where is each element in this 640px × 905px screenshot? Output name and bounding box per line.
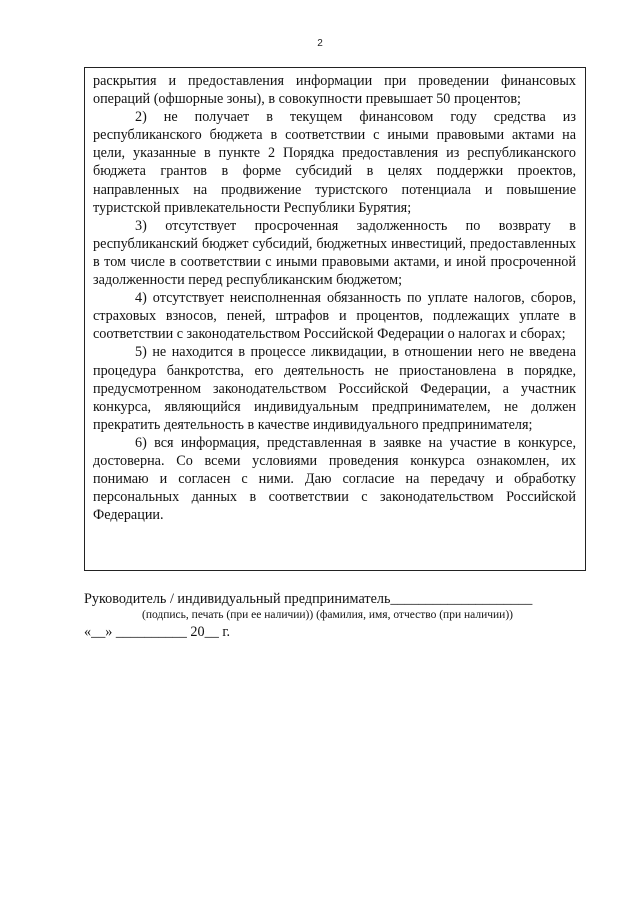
paragraph-item-2: 2) не получает в текущем финансовом году средства из республиканского бюджета в соответствии с иными правовыми актами на цели, указанные в пункте 2 Порядка предоставления из республиканского бюджета грантов в форме субсидий в целях поддержки проектов, направленных на продвижение туристского потенциала и повышение туристской привлекательности Республики Бурятия; bbox=[93, 109, 576, 216]
conditions-box bbox=[84, 67, 586, 571]
signature-blank: ____________________ bbox=[390, 591, 533, 607]
paragraph-item-3: 3) отсутствует просроченная задолженность по возврату в республиканский бюджет субсидий, бюджетных инвестиций, предоставленных в том числе в соответствии с иными правовыми актами, и иной просроченной задолженности перед республиканским бюджетом; bbox=[93, 217, 576, 289]
paragraph-item-5: 5) не находится в процессе ликвидации, в отношении него не введена процедура банкротства, его деятельность не приостановлена в порядке, предусмотренном законодательством Российской Федерации, а участник конкурса, являющийся индивидуальным предпринимателем, не должен прекратить деятельность в качестве индивидуального предпринимателя; bbox=[93, 344, 576, 433]
paragraph-item-6: 6) вся информация, представленная в заявке на участие в конкурсе, достоверна. Со всеми условиями проведения конкурса ознакомлен, их понимаю и согласен с ними. Даю согласие на передачу и обработку персональных данных в соответствии с законодательством Российской Федерации. bbox=[93, 434, 576, 524]
date-line: «__» __________ 20__ г. bbox=[84, 624, 231, 640]
signature-label: Руководитель / индивидуальный предприниматель bbox=[84, 591, 391, 607]
paragraph-item-4: 4) отсутствует неисполненная обязанность по уплате налогов, сборов, страховых взносов, пеней, штрафов и процентов, подлежащих уплате в соответствии с законодательством Российской Федерации о налогах и сборах; bbox=[93, 290, 576, 343]
signature-block bbox=[84, 590, 586, 641]
paragraph-offshore-continuation: раскрытия и предоставления информации при проведении финансовых операций (офшорные зоны), в совокупности превышает 50 процентов; bbox=[93, 73, 576, 108]
page-number: 2 bbox=[317, 38, 323, 49]
signature-caption: (подпись, печать (при ее наличии)) (фамилия, имя, отчество (при наличии)) bbox=[142, 609, 513, 621]
signature-line bbox=[84, 590, 586, 608]
